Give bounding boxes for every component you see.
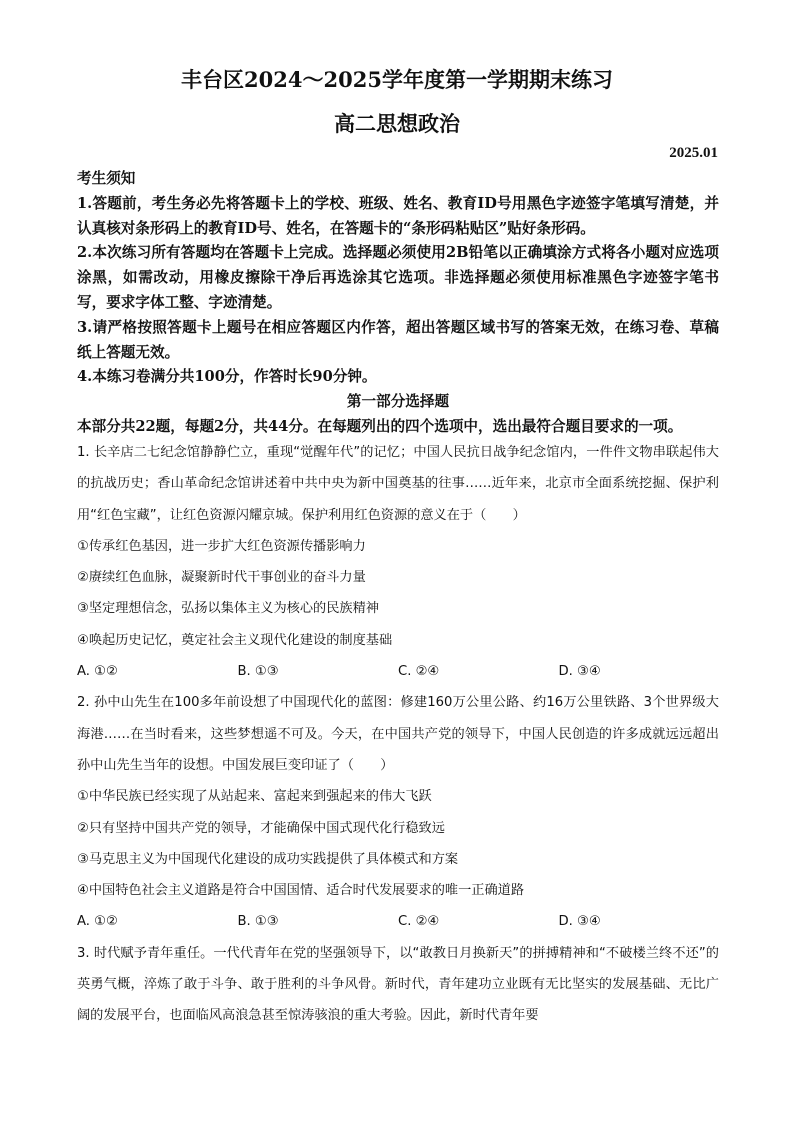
option-c: C. ②④ (398, 914, 440, 930)
statement: ②只有坚持中国共产党的领导，才能确保中国式现代化行稳致远 (77, 820, 445, 836)
notice-item: 4.本练习卷满分共100分，作答时长90分钟。 (77, 368, 377, 386)
subject-title: 高二思想政治 (334, 111, 460, 136)
statement: ④唤起历史记忆，奠定社会主义现代化建设的制度基础 (77, 632, 393, 648)
exam-date: 2025.01 (669, 145, 718, 161)
option-c: C. ②④ (398, 664, 440, 680)
option-a: A. ①② (77, 914, 118, 930)
notice-item: 3.请严格按照答题卡上题号在相应答题区内作答，超出答题区域书写的答案无效，在练习卷、草稿纸上答题无效。 (77, 318, 719, 361)
statement: ③坚定理想信念，弘扬以集体主义为核心的民族精神 (77, 601, 379, 617)
statement: ③马克思主义为中国现代化建设的成功实践提供了具体模式和方案 (77, 851, 459, 867)
question-1 (77, 437, 719, 687)
option-d: D. ③④ (558, 914, 601, 930)
statement: ②赓续红色血脉，凝聚新时代干事创业的奋斗力量 (77, 570, 366, 586)
section-title: 第一部分选择题 (346, 393, 450, 411)
statement: ④中国特色社会主义道路是符合中国国情、适合时代发展要求的唯一正确道路 (77, 883, 525, 899)
question-3 (77, 938, 719, 1032)
statement: ①传承红色基因，进一步扩大红色资源传播影响力 (77, 538, 366, 554)
questions-block (77, 437, 719, 1032)
option-b: B. ①③ (237, 914, 279, 930)
option-b: B. ①③ (237, 664, 279, 680)
question-stem: 1. 长辛店二七纪念馆静静伫立，重现“觉醒年代”的记忆；中国人民抗日战争纪念馆内，一件件文物串联起伟大的抗战历史；香山革命纪念馆讲述着中共中央为新中国奠基的往事……近年来，北京市全面系统挖掘、保护利用“红色宝藏”，让红色资源闪耀京城。保护利用红色资源的意义在于（ ） (77, 445, 719, 523)
option-a: A. ①② (77, 664, 118, 680)
notice-heading: 考生须知 (77, 170, 136, 187)
question-2 (77, 687, 719, 937)
notice-item: 1.答题前，考生务必先将答题卡上的学校、班级、姓名、教育ID号用黑色字迹签字笔填写清楚，并认真核对条形码上的教育ID号、姓名，在答题卡的“条形码粘贴区”贴好条形码。 (77, 194, 719, 237)
section-instruction: 本部分共22题，每题2分，共44分。在每题列出的四个选项中，选出最符合题目要求的一项。 (77, 417, 683, 435)
answer-options (77, 656, 719, 687)
question-stem: 2. 孙中山先生在100多年前设想了中国现代化的蓝图：修建160万公里公路、约16万公里铁路、3个世界级大海港……在当时看来，这些梦想遥不可及。今天，在中国共产党的领导下，中国人民创造的许多成就远远超出孙中山先生当年的设想。中国发展巨变印证了（ ） (77, 695, 719, 773)
question-stem: 3. 时代赋予青年重任。一代代青年在党的坚强领导下，以“敢教日月换新天”的拼搏精神和“不破楼兰终不还”的英勇气概，淬炼了敢于斗争、敢于胜利的斗争风骨。新时代，青年建功立业既有无比坚实的发展基础、无比广阔的发展平台，也面临风高浪急甚至惊涛骇浪的重大考验。因此，新时代青年要 (77, 945, 719, 1024)
notice-block (77, 167, 719, 440)
statement: ①中华民族已经实现了从站起来、富起来到强起来的伟大飞跃 (77, 789, 432, 805)
exam-title: 丰台区2024～2025学年度第一学期期末练习 (181, 67, 613, 92)
answer-options (77, 906, 719, 937)
notice-item: 2.本次练习所有答题均在答题卡上完成。选择题必须使用2B铅笔以正确填涂方式将各小题对应选项涂黑，如需改动，用橡皮擦除干净后再选涂其它选项。非选择题必须使用标准黑色字迹签字笔书写，要求字体工整、字迹清楚。 (77, 244, 719, 311)
option-d: D. ③④ (558, 664, 601, 680)
